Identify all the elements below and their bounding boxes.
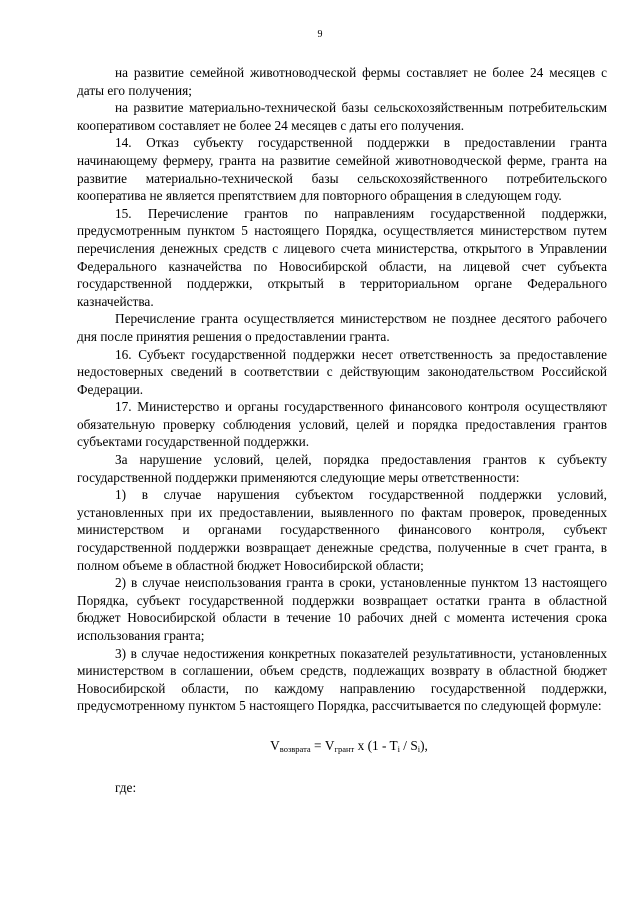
- paragraph-item-16: 16. Субъект государственной поддержки несет ответственность за предоставление недостоверных сведений в соответствии с действующим законодательством Российской Федерации.: [77, 346, 607, 397]
- formula-end: ),: [420, 737, 428, 753]
- list-item-2: 2) в случае неиспользования гранта в сроки, установленные пунктом 13 настоящего Порядка, субъект государственной поддержки возвращает остатки гранта в областной бюджет Новосибирской области в течение 10 рабочих дней с момента истечения срока использования гранта;: [77, 575, 607, 643]
- formula-mid: x (1 - T: [354, 737, 398, 753]
- formula: [77, 737, 607, 755]
- formula-sub-return: возврата: [279, 743, 311, 754]
- formula-sub-s: i: [417, 743, 421, 754]
- page-number: 9: [317, 29, 323, 40]
- where-label: где:: [115, 779, 137, 795]
- formula-sub-grant: грант: [334, 743, 355, 754]
- paragraph: на развитие семейной животноводческой фермы составляет не более 24 месяцев с даты его получения;: [77, 65, 607, 98]
- formula-v-grant: V: [324, 737, 335, 753]
- list-item-1: 1) в случае нарушения субъектом государственной поддержки условий, установленных при их предоставлении, выявленного по фактам проверок, проведенных министерством и органами государственного финансового контроля, субъект государственной поддержки возвращает денежные средства, полученные в счет гранта, в полном объеме в областной бюджет Новосибирской области;: [77, 487, 607, 573]
- paragraph-item-14: 14. Отказ субъекту государственной поддержки в предоставлении гранта начинающему фермеру, гранта на развитие семейной животноводческой ферме, гранта на развитие материально-технической базы сельскохозяйственного потребительского кооператива не является препятствием для повторного обращения в следующем году.: [77, 135, 607, 204]
- formula-sub-t: i: [397, 743, 400, 754]
- paragraph: на развитие материально-технической базы сельскохозяйственным потребительским кооперативом составляет не более 24 месяцев с даты его получения.: [77, 100, 607, 133]
- paragraph: За нарушение условий, целей, порядка предоставления грантов к субъекту государственной поддержки применяются следующие меры ответственности:: [77, 452, 607, 485]
- list-item-3: 3) в случае недостижения конкретных показателей результативности, установленных министерством в соглашении, объем средств, подлежащих возврату в областной бюджет Новосибирской области, по каждому направлению государственной поддержки, предусмотренному пунктом 5 настоящего Порядка, рассчитывается по следующей формуле:: [77, 645, 607, 714]
- paragraph-item-17: 17. Министерство и органы государственного финансового контроля осуществляют обязательную проверку соблюдения условий, целей и порядка предоставления грантов субъектами государственной поддержки.: [77, 399, 607, 450]
- formula-slash: / S: [399, 737, 418, 753]
- formula-v-return: V: [270, 737, 280, 753]
- document-body: [77, 64, 607, 797]
- paragraph-item-15: 15. Перечисление грантов по направлениям государственной поддержки, предусмотренным пунктом 5 настоящего Порядка, осуществляется министерством путем перечисления денежных средств с лицевого счета министерства, открытого в Управлении Федерального казначейства по Новосибирской области, на лицевой счет субъекта государственной поддержки, открытый в территориальном органе Федерального казначейства.: [77, 205, 607, 309]
- paragraph: Перечисление гранта осуществляется министерством не позднее десятого рабочего дня после принятия решения о предоставлении гранта.: [77, 311, 607, 344]
- formula-equals: =: [310, 737, 325, 753]
